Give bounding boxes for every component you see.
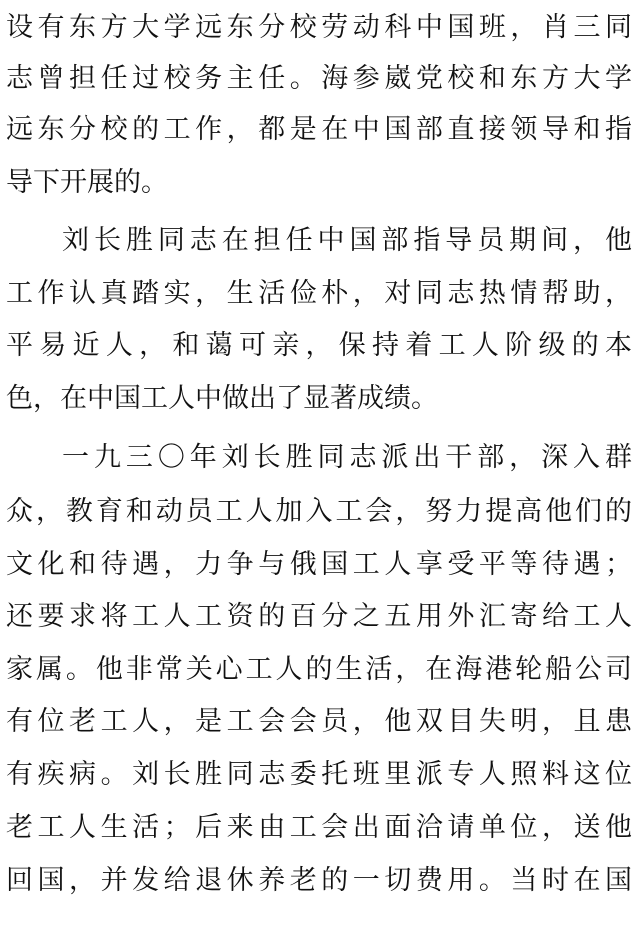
text-line-13: 家属。他非常关心工人的生活，在海港轮船公司 [6,654,632,685]
text-line-12: 还要求将工人工资的百分之五用外汇寄给工人 [6,601,632,632]
text-line-5: 刘长胜同志在担任中国部指导员期间，他 [62,225,632,256]
text-line-1: 设有东方大学远东分校劳动科中国班，肖三同 [6,12,632,43]
text-line-11: 文化和待遇，力争与俄国工人享受平等待遇； [6,549,632,580]
text-line-17: 回国，并发给退休养老的一切费用。当时在国 [6,865,632,896]
text-line-10: 众，教育和动员工人加入工会，努力提高他们的 [6,496,632,527]
text-line-6: 工作认真踏实，生活俭朴，对同志热情帮助， [6,278,632,309]
text-line-3: 远东分校的工作，都是在中国部直接领导和指 [6,114,632,145]
text-line-7: 平易近人，和蔼可亲，保持着工人阶级的本 [6,330,632,361]
text-line-4: 导下开展的。 [6,167,168,198]
text-line-2: 志曾担任过校务主任。海参崴党校和东方大学 [6,63,632,94]
text-line-16: 老工人生活；后来由工会出面洽请单位，送他 [6,812,632,843]
text-line-15: 有疾病。刘长胜同志委托班里派专人照料这位 [6,759,632,790]
text-line-14: 有位老工人，是工会会员，他双目失明，且患 [6,706,632,737]
text-line-8: 色，在中国工人中做出了显著成绩。 [6,383,438,414]
text-line-9: 一九三〇年刘长胜同志派出干部，深入群 [62,442,632,473]
